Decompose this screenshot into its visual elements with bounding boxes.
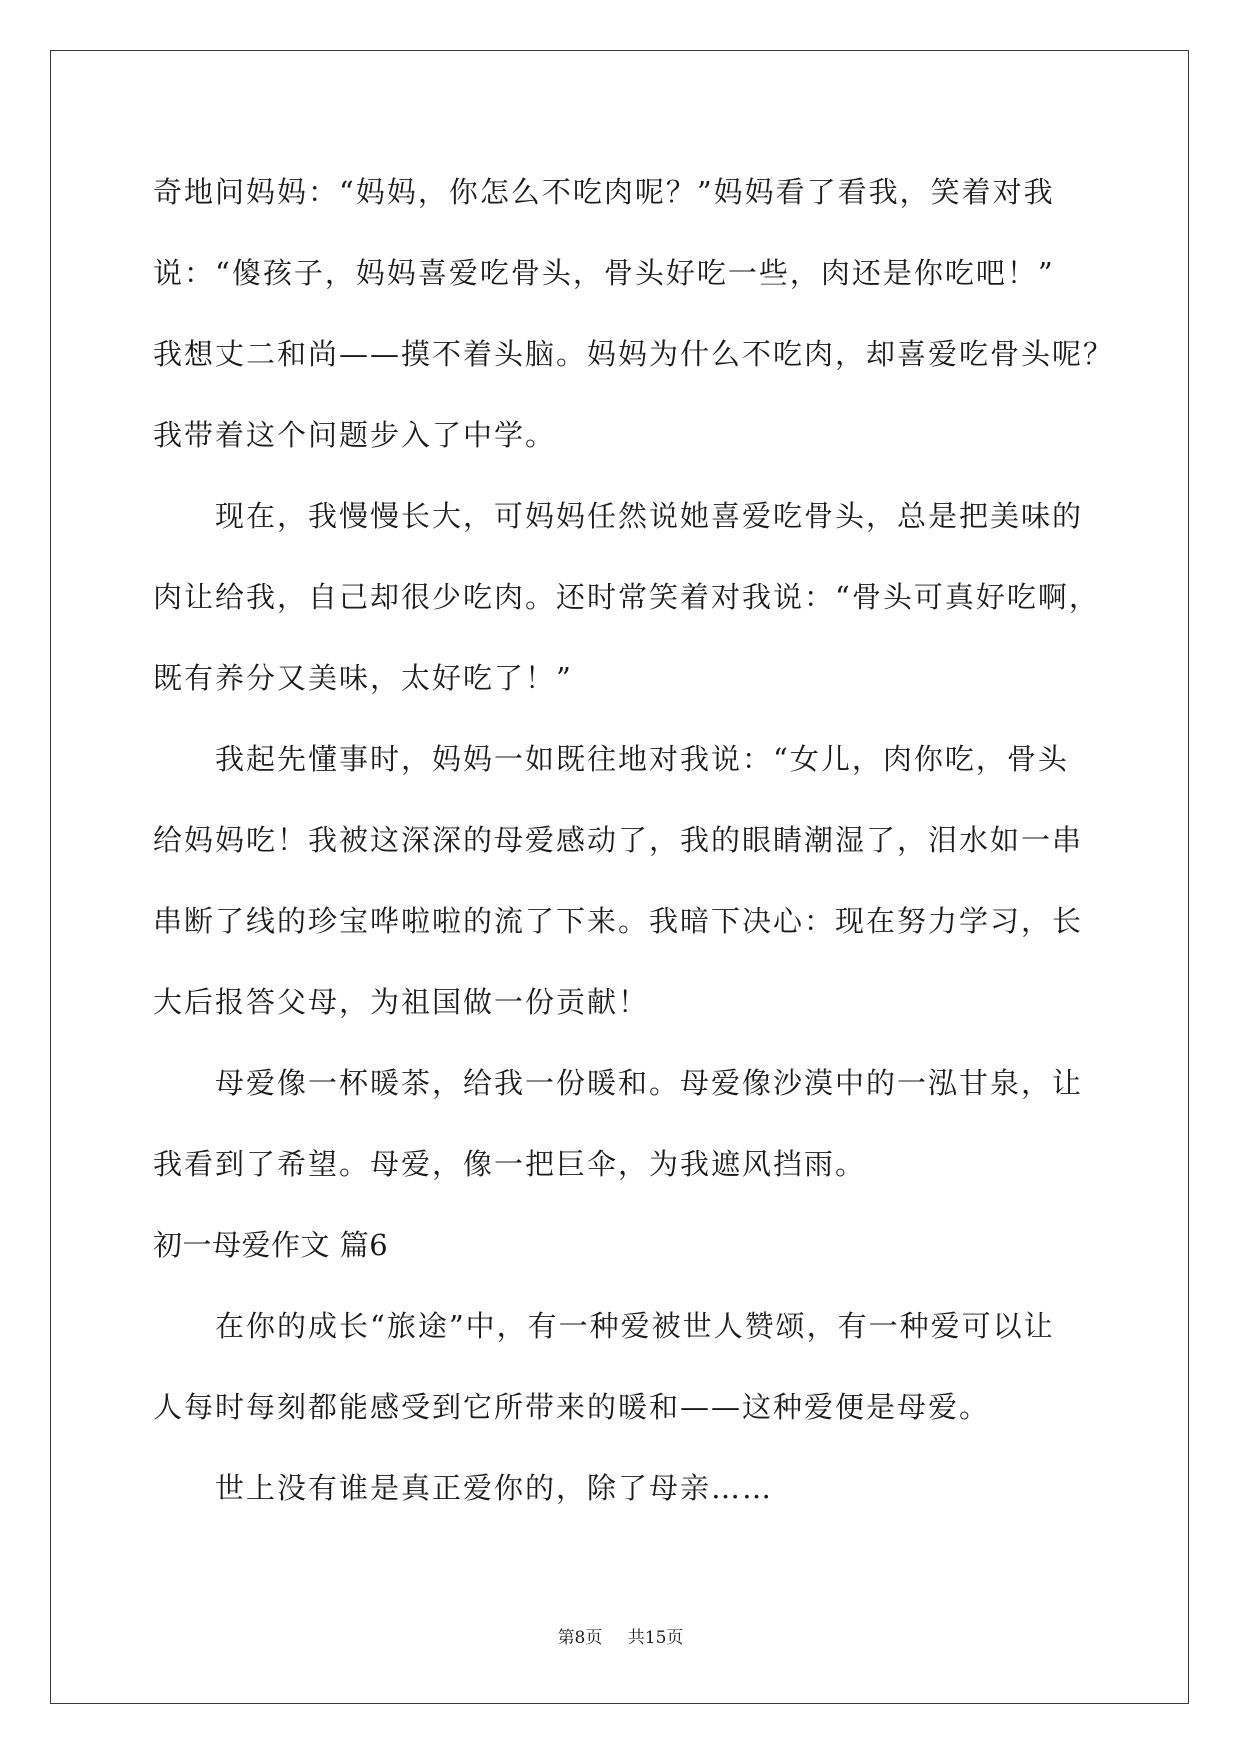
paragraph bbox=[153, 476, 1153, 719]
text-line: 肉让给我，自己却很少吃肉。还时常笑着对我说：“骨头可真好吃啊， bbox=[153, 580, 1100, 614]
paragraph bbox=[153, 1043, 1153, 1205]
text-line: 母爱像一杯暖茶，给我一份暖和。母爱像沙漠中的一泓甘泉，让 bbox=[215, 1066, 1084, 1100]
page-footer bbox=[0, 1626, 1241, 1650]
section-heading: 初一母爱作文 篇6 bbox=[153, 1228, 389, 1262]
text-line: 我带着这个问题步入了中学。 bbox=[153, 418, 557, 452]
text-line: 大后报答父母，为祖国做一份贡献！ bbox=[153, 985, 650, 1019]
text-line: 给妈妈吃！我被这深深的母爱感动了，我的眼睛潮湿了，泪水如一串 bbox=[153, 823, 1084, 857]
page-total: 共15页 bbox=[627, 1628, 684, 1648]
paragraph bbox=[153, 152, 1153, 476]
text-line: 我想丈二和尚——摸不着头脑。妈妈为什么不吃肉，却喜爱吃骨头呢？ bbox=[153, 337, 1115, 371]
page-number: 第8页 bbox=[557, 1628, 603, 1648]
text-line: 奇地问妈妈：“妈妈，你怎么不吃肉呢？”妈妈看了看我，笑着对我 bbox=[153, 175, 1055, 209]
text-line: 既有养分又美味，太好吃了！” bbox=[153, 661, 573, 695]
text-line: 在你的成长“旅途”中，有一种爱被世人赞颂，有一种爱可以让 bbox=[215, 1309, 1055, 1343]
text-line: 人每时每刻都能感受到它所带来的暖和——这种爱便是母爱。 bbox=[153, 1390, 991, 1424]
text-line: 说：“傻孩子，妈妈喜爱吃骨头，骨头好吃一些，肉还是你吃吧！” bbox=[153, 256, 1055, 290]
text-line: 世上没有谁是真正爱你的，除了母亲…… bbox=[215, 1471, 774, 1505]
text-line: 现在，我慢慢长大，可妈妈任然说她喜爱吃骨头，总是把美味的 bbox=[215, 499, 1084, 533]
text-line: 我起先懂事时，妈妈一如既往地对我说：“女儿，肉你吃，骨头 bbox=[215, 742, 1069, 776]
document-body bbox=[153, 152, 1153, 1529]
paragraph bbox=[153, 1286, 1153, 1448]
paragraph bbox=[153, 1448, 1153, 1529]
text-line: 我看到了希望。母爱，像一把巨伞，为我遮风挡雨。 bbox=[153, 1147, 867, 1181]
paragraph bbox=[153, 719, 1153, 1043]
text-line: 串断了线的珍宝哗啦啦的流了下来。我暗下决心：现在努力学习，长 bbox=[153, 904, 1084, 938]
